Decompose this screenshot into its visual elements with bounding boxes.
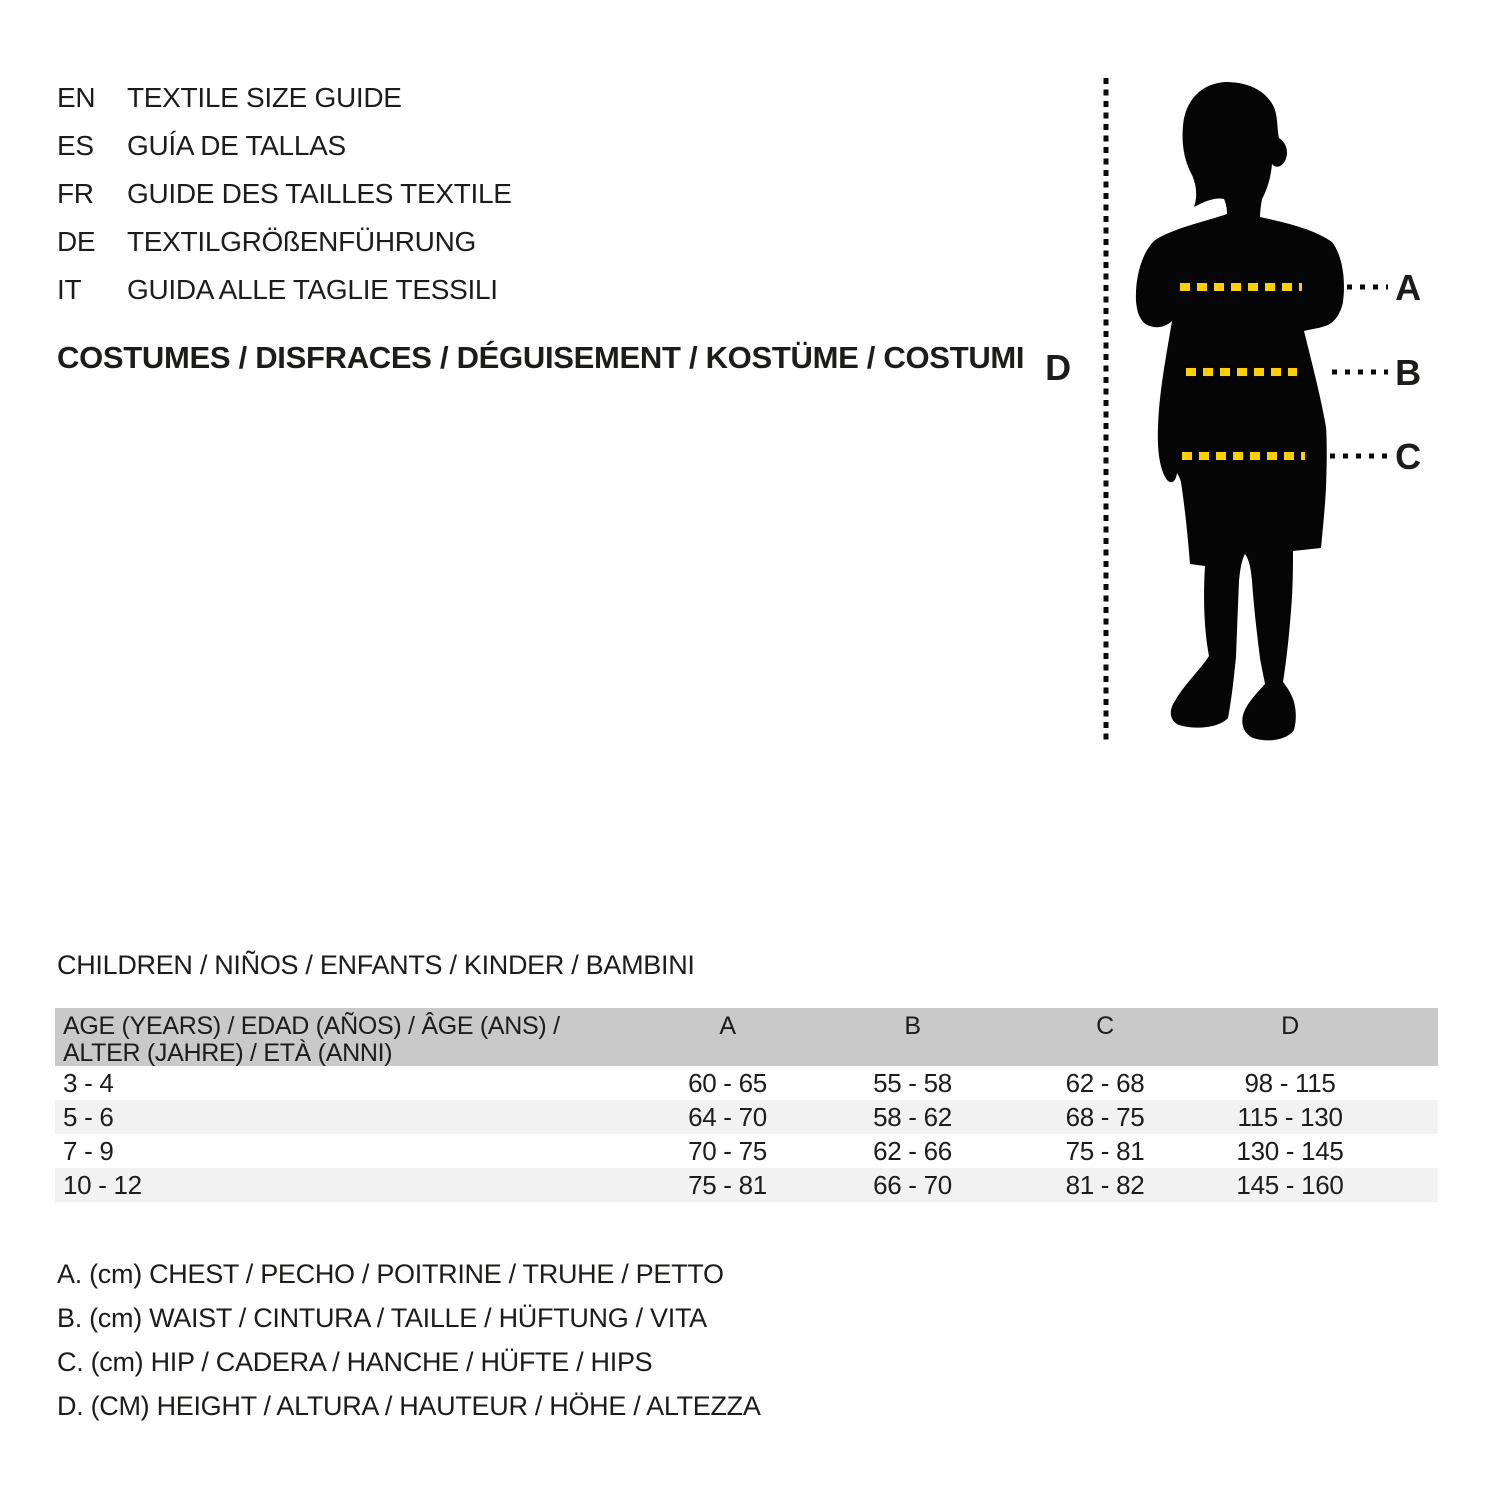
age-header-line2: ALTER (JAHRE) / ETÀ (ANNI) [63, 1039, 393, 1067]
waist-value: 55 - 58 [873, 1068, 952, 1098]
chest-value: 75 - 81 [688, 1170, 767, 1200]
language-code: ES [57, 130, 94, 161]
language-title: TEXTILGRÖßENFÜHRUNG [127, 226, 476, 257]
col-header-a: A [719, 1012, 736, 1040]
hip-value: 68 - 75 [1065, 1102, 1145, 1132]
language-row-en [57, 74, 512, 122]
col-header-d: D [1281, 1012, 1299, 1040]
legend-height: D. (CM) HEIGHT / ALTURA / HAUTEUR / HÖHE / ALTEZZA [57, 1391, 761, 1421]
language-list [57, 74, 512, 314]
language-code: IT [57, 274, 82, 305]
language-title: GUÍA DE TALLAS [127, 130, 346, 161]
category-title: COSTUMES / DISFRACES / DÉGUISEMENT / KOSTÜME / COSTUMI [57, 340, 1025, 375]
hip-value: 62 - 68 [1065, 1068, 1145, 1098]
waist-value: 62 - 66 [873, 1136, 952, 1166]
language-row-de [57, 218, 512, 266]
waist-value: 66 - 70 [873, 1170, 952, 1200]
language-title: TEXTILE SIZE GUIDE [127, 82, 402, 113]
label-b: B [1395, 352, 1421, 393]
measurement-diagram [1040, 60, 1460, 760]
language-row-fr [57, 170, 512, 218]
chest-value: 70 - 75 [688, 1136, 767, 1166]
legend-waist: B. (cm) WAIST / CINTURA / TAILLE / HÜFTUNG / VITA [57, 1303, 707, 1333]
measurement-legend [57, 1252, 761, 1428]
language-row-es [57, 122, 512, 170]
children-size-table [55, 1008, 1438, 1202]
section-title-children: CHILDREN / NIÑOS / ENFANTS / KINDER / BAMBINI [57, 950, 695, 980]
language-code: DE [57, 226, 96, 257]
language-code: EN [57, 82, 96, 113]
waist-value: 58 - 62 [873, 1102, 952, 1132]
col-header-c: C [1096, 1012, 1114, 1040]
table-header-row [55, 1008, 1438, 1066]
label-c: C [1395, 436, 1421, 477]
chest-value: 60 - 65 [688, 1068, 767, 1098]
age-value: 3 - 4 [63, 1068, 114, 1098]
col-header-b: B [904, 1012, 921, 1040]
hip-value: 81 - 82 [1065, 1170, 1145, 1200]
chest-value: 64 - 70 [688, 1102, 767, 1132]
language-title: GUIDA ALLE TAGLIE TESSILI [127, 274, 498, 305]
height-value: 130 - 145 [1236, 1136, 1344, 1166]
child-silhouette-icon [1136, 82, 1344, 740]
language-row-it [57, 266, 512, 314]
age-value: 5 - 6 [63, 1102, 114, 1132]
height-value: 98 - 115 [1244, 1068, 1336, 1098]
table-row [55, 1066, 1438, 1100]
language-title: GUIDE DES TAILLES TEXTILE [127, 178, 512, 209]
age-value: 7 - 9 [63, 1136, 114, 1166]
language-code: FR [57, 178, 94, 209]
legend-hip: C. (cm) HIP / CADERA / HANCHE / HÜFTE / HIPS [57, 1347, 653, 1377]
age-header-line1: AGE (YEARS) / EDAD (AÑOS) / ÂGE (ANS) / [63, 1012, 560, 1040]
age-value: 10 - 12 [63, 1170, 142, 1200]
table-row [55, 1100, 1438, 1134]
label-a: A [1395, 267, 1421, 308]
hip-value: 75 - 81 [1065, 1136, 1145, 1166]
table-row [55, 1134, 1438, 1168]
height-value: 145 - 160 [1236, 1170, 1344, 1200]
label-d: D [1045, 347, 1071, 388]
height-value: 115 - 130 [1237, 1102, 1343, 1132]
legend-chest: A. (cm) CHEST / PECHO / POITRINE / TRUHE / PETTO [57, 1259, 724, 1289]
age-header [55, 1013, 640, 1067]
table-row [55, 1168, 1438, 1202]
